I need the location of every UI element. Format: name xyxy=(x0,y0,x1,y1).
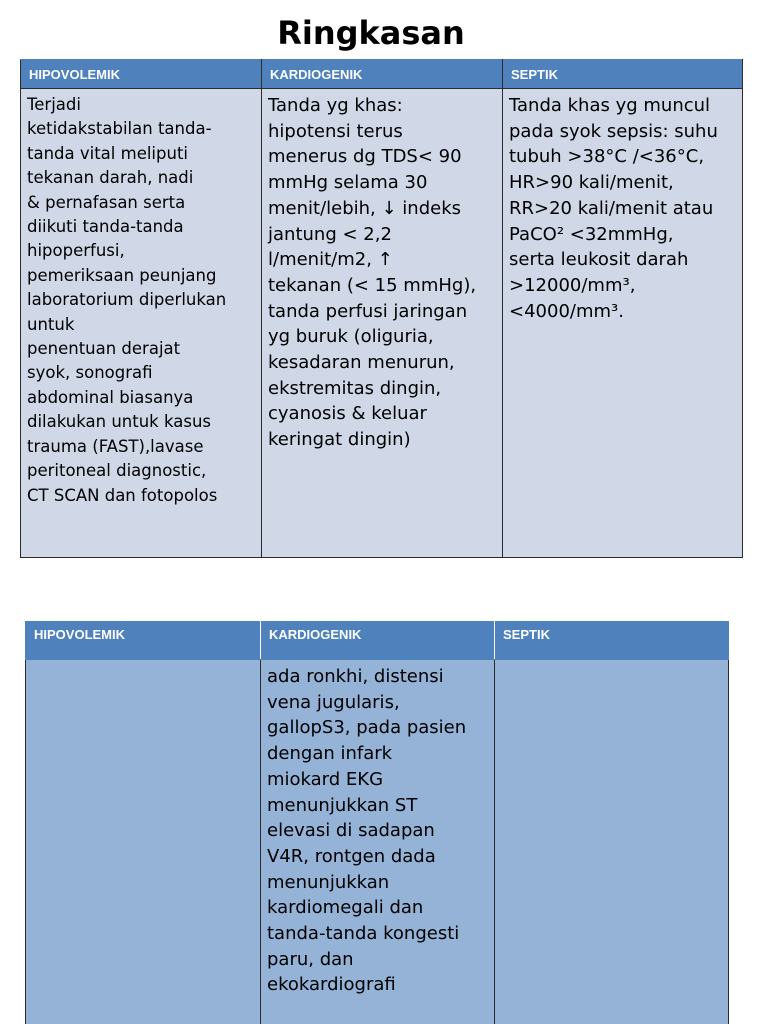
cell-septik xyxy=(495,660,729,1024)
header-hipovolemik: HIPOVOLEMIK xyxy=(21,60,262,89)
table-row xyxy=(21,89,743,558)
cell-text: Tanda khas yg muncul pada syok sepsis: suhu tubuh >38°C /<36°C, HR>90 kali/menit, RR>20 kali/menit atau PaCO² <32mmHg, serta leukosit darah >12000/mm³, <4000/mm³. xyxy=(509,95,718,322)
header-septik: SEPTIK xyxy=(495,622,729,660)
summary-table-1 xyxy=(20,59,743,558)
summary-table-2 xyxy=(25,621,729,1024)
header-septik: SEPTIK xyxy=(503,60,743,89)
cell-septik xyxy=(503,89,743,558)
cell-hipovolemik xyxy=(26,660,261,1024)
header-kardiogenik: KARDIOGENIK xyxy=(262,60,503,89)
header-hipovolemik: HIPOVOLEMIK xyxy=(26,622,261,660)
cell-kardiogenik xyxy=(261,660,495,1024)
slide-title: Ringkasan xyxy=(277,14,465,52)
table-header-row xyxy=(26,622,729,660)
table-row xyxy=(26,660,729,1024)
cell-kardiogenik xyxy=(262,89,503,558)
header-kardiogenik: KARDIOGENIK xyxy=(261,622,495,660)
cell-text: ada ronkhi, distensi vena jugularis, gallopS3, pada pasien dengan infark miokard EKG menunjukkan ST elevasi di sadapan V4R, rontgen dada menunjukkan kardiomegali dan tanda-tanda kongesti paru, dan ekokardiografi xyxy=(267,666,467,996)
cell-text: Terjadi ketidakstabilan tanda- tanda vital meliputi tekanan darah, nadi & pernafasan serta diikuti tanda-tanda hipoperfusi, pemeriksaan peunjang laboratorium diperlukan untuk penentuan derajat syok, sonografi abdominal biasanya dilakukan untuk kasus trauma (FAST),lavase peritoneal diagnostic, CT SCAN dan fotopolos xyxy=(27,95,227,505)
cell-hipovolemik xyxy=(21,89,262,558)
cell-text: Tanda yg khas: hipotensi terus menerus dg TDS< 90 mmHg selama 30 menit/lebih, ↓ indeks jantung < 2,2 l/menit/m2, ↑ tekanan (< 15 mmHg), tanda perfusi jaringan yg buruk (oliguria, kesadaran menurun, ekstremitas dingin, cyanosis & keluar keringat dingin) xyxy=(268,95,477,451)
table-header-row xyxy=(21,60,743,89)
